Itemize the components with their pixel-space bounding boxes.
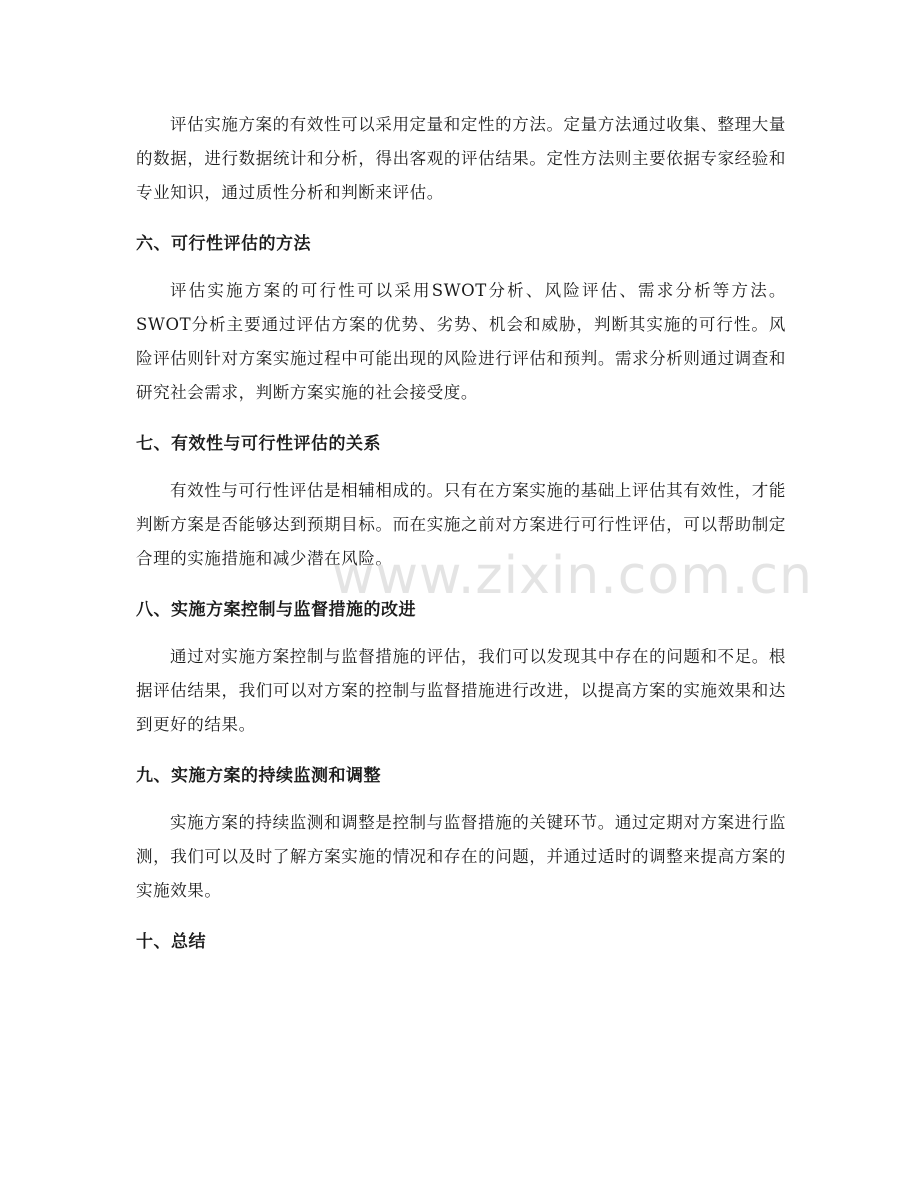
heading-summary: 十、总结 [136,932,206,952]
paragraph-effectiveness-methods: 评估实施方案的有效性可以采用定量和定性的方法。定量方法通过收集、整理大量的数据，进行数据统计和分析，得出客观的评估结果。定性方法则主要依据专家经验和专业知识，通过质性分析和判断来评估。 [136,115,786,202]
heading-feasibility-methods: 六、可行性评估的方法 [136,234,311,254]
paragraph-improvement: 通过对实施方案控制与监督措施的评估，我们可以发现其中存在的问题和不足。根据评估结果，我们可以对方案的控制与监督措施进行改进，以提高方案的实施效果和达到更好的结果。 [136,647,786,734]
heading-monitoring: 九、实施方案的持续监测和调整 [136,766,381,786]
paragraph-feasibility-methods: 评估实施方案的可行性可以采用SWOT分析、风险评估、需求分析等方法。SWOT分析主要通过评估方案的优势、劣势、机会和威胁，判断其实施的可行性。风险评估则针对方案实施过程中可能出现的风险进行评估和预判。需求分析则通过调查和研究社会需求，判断方案实施的社会接受度。 [136,281,786,402]
heading-relationship: 七、有效性与可行性评估的关系 [136,434,381,454]
paragraph-relationship: 有效性与可行性评估是相辅相成的。只有在方案实施的基础上评估其有效性，才能判断方案是否能够达到预期目标。而在实施之前对方案进行可行性评估，可以帮助制定合理的实施措施和减少潜在风险。 [136,481,786,568]
watermark: www.zixin.com.cn [332,546,813,606]
document-body [136,108,786,972]
heading-improvement: 八、实施方案控制与监督措施的改进 [136,600,416,620]
paragraph-monitoring: 实施方案的持续监测和调整是控制与监督措施的关键环节。通过定期对方案进行监测，我们可以及时了解方案实施的情况和存在的问题，并通过适时的调整来提高方案的实施效果。 [136,813,786,900]
